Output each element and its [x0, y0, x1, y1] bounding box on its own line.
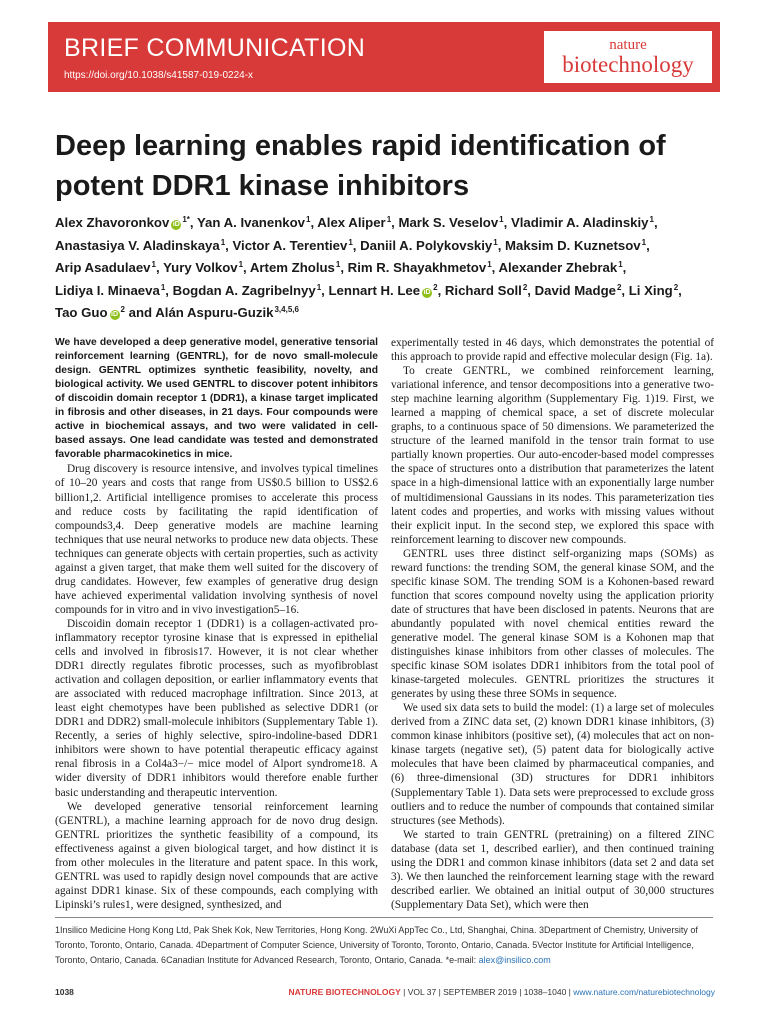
affiliation-marker: 1 — [649, 215, 654, 224]
author-name — [535, 283, 622, 298]
section-banner — [48, 22, 720, 92]
affiliation-marker: 2 — [616, 282, 622, 292]
author-name — [163, 260, 243, 275]
author-name — [360, 238, 498, 253]
author-name-text: Alex Aliper — [317, 215, 386, 230]
author-name — [505, 238, 646, 253]
author-name — [250, 260, 340, 275]
author-name-text: Richard Soll — [444, 282, 522, 298]
paragraph: experimentally tested in 46 days, which demonstrates the potential of this approach to provide rapid and effective molecular design (Fig. 1a). — [391, 337, 714, 364]
footer-url[interactable]: www.nature.com/naturebiotechnology — [573, 987, 715, 997]
left-column — [55, 336, 378, 911]
right-column — [391, 336, 714, 911]
author-list: Alex Zhavoronkov $iD^{1*}$, Yan A. Ivanenkov$^1$, Alex Aliper$^1$, Mark S. Veselov$^1$, Vladimir A. Aladinskiy$^1$, Anastasiya V. Aladinskaya$^1$, Victor A. Terentiev$^1$, Daniil A. Polykovskiy$^1$, Maksim D. Kuznetsov$^1$, Arip Asadulaev$^1$, Yury Volkov$^1$, Artem Zholus$^1$, Rim R. Shayakhmetov$^1$, Alexander Zhebrak$^1$, Lidiya I. Minaeva$^1$, Bogdan A. Zagribelnyy$^1$, Lennart H. Lee $iD^2$, Richard Soll$^2$, David Madge$^2$, Li Xing$^2$, Tao Guo $iD^2$ and Alán Aspuru-Guzik$^{3,4,5,6}$ — [55, 215, 682, 320]
paragraph: We used six data sets to build the model: (1) a large set of molecules derived from a ZINC data set, (2) known DDR1 kinase inhibitors, (3) common kinase inhibitors (positive set), (4) molecules that act on non-kinase targets (negative set), (5) patent data for biologically active molecules that have been claimed by pharmaceutical companies, and (6) three-dimensional (3D) structures for DDR1 inhibitors (Supplementary Table 1). Data sets were preprocessed to exclude gross outliers and to reduce the number of compounds that contained similar structures (see Methods). — [391, 702, 714, 827]
author-name — [55, 238, 225, 253]
orcid-icon[interactable]: iD — [423, 288, 431, 296]
footer-citation — [289, 987, 715, 997]
affiliations-text: 1Insilico Medicine Hong Kong Ltd, Pak Shek Kok, New Territories, Hong Kong. 2WuXi AppTec Co., Ltd, Shanghai, China. 3Department of Chemistry, University of Toronto, Toronto, Ontario, Canada. 4Department of Computer Science, University of Toronto, Toronto, Ontario, Canada. 5Vector Institute for Artificial Intelligence, Toronto, Ontario, Canada. 6Canadian Institute for Advanced Research, Toronto, Ontario, Canada. *e-mail: — [55, 925, 698, 965]
author-name-text: Lennart H. Lee — [328, 282, 421, 298]
journal-logo-line1: nature — [609, 37, 647, 53]
author-name — [232, 238, 352, 253]
section-label: BRIEF COMMUNICATION — [64, 34, 366, 62]
affiliation-marker: 1 — [348, 237, 353, 247]
affiliation-marker: 1 — [305, 215, 311, 224]
paragraph: We developed generative tensorial reinforcement learning (GENTRL), a machine learning approach for de novo drug design. GENTRL prioritizes the synthetic feasibility of a compound, its effectiveness against a given biological target, and how distinct it is from other molecules in the literature and patent space. In this work, GENTRL was used to rapidly design novel compounds that are active against DDR1 kinase. Six of these compounds, each complying with Lipinski’s rules1, were designed, synthesized, and — [55, 800, 378, 911]
author-name — [317, 215, 391, 230]
affiliation-marker: 1 — [220, 237, 226, 247]
orcid-icon[interactable]: iD — [172, 221, 180, 228]
affiliation-marker: 1 — [316, 282, 322, 292]
author-name-text: Lidiya I. Minaeva — [55, 282, 160, 298]
author-name-text: Vladimir A. Aladinskiy — [510, 215, 649, 230]
author-name-text: Maksim D. Kuznetsov — [505, 237, 641, 253]
affiliation-marker: 2 — [673, 282, 679, 292]
page-number: 1038 — [55, 987, 74, 997]
author-name — [55, 260, 156, 275]
affiliation-marker: 1* — [182, 215, 190, 224]
paragraph: To create GENTRL, we combined reinforcement learning, variational inference, and tensor decompositions into a generative two-step machine learning algorithm (Supplementary Fig. 1)19. First, we learned a mapping of chemical space, a set of discrete molecular graphs, to a continuous space of 50 dimensions. We parameterized the structure of the learned manifold in the tensor train format to use partially known properties. Our auto-encoder-based model compresses the space of structures onto a distribution that parameterizes the latent space in a high-dimensional lattice with an exponentially large number of multidimensional Gaussians in its nodes. This parameterization ties latent codes and properties, and works with missing values without their explicit input. In the second step, we explored this space with reinforcement learning to discover new compounds. — [391, 365, 714, 546]
author-name — [511, 215, 654, 230]
paragraph: We started to train GENTRL (pretraining) on a filtered ZINC database (data set 1, described earlier), and then continued training using the DDR1 and common kinase inhibitors (data set 2 and data set 3). We then launched the reinforcement learning stage with the reward described earlier. We obtained an initial output of 30,000 structures (Supplementary Data Set), which were then — [391, 828, 714, 911]
author-name-text: Rim R. Shayakhmetov — [347, 260, 487, 275]
page-footer — [55, 987, 715, 1001]
author-name — [445, 283, 527, 298]
author-name — [329, 283, 438, 298]
doi-link[interactable]: https://doi.org/10.1038/s41587-019-0224-x — [64, 70, 254, 81]
author-name — [155, 305, 299, 320]
article-title: Deep learning enables rapid identification of potent DDR1 kinase inhibitors — [55, 130, 666, 202]
affiliations-footnote — [55, 923, 715, 968]
author-name — [398, 215, 503, 230]
author-name-text: David Madge — [534, 282, 616, 298]
author-name — [348, 260, 492, 275]
author-name — [55, 215, 190, 230]
paragraph: Discoidin domain receptor 1 (DDR1) is a collagen-activated pro-inflammatory receptor tyrosine kinase that is expressed in epithelial cells and involved in fibrosis17. However, it is not clear whether DDR1 directly regulates fibrotic processes, such as myofibroblast activation and collagen deposition, or earlier inflammatory events that are associated with reduced macrophage infiltration. Since 2013, at least eight chemotypes have been published as selective DDR1 (or DDR1 and DDR2) small-molecule inhibitors (Supplementary Table 1). Recently, a series of highly selective, spiro-indoline-based DDR1 inhibitors were shown to have potential therapeutic efficacy against renal fibrosis in a Col4a3−/− mice model of Alport syndrome18. A wider diversity of DDR1 inhibitors would therefore enable further basic understanding and therapeutic intervention. — [55, 617, 378, 799]
footer-journal: NATURE BIOTECHNOLOGY — [288, 987, 401, 997]
author-name-text: Yan A. Ivanenkov — [196, 215, 305, 230]
affiliation-marker: 1 — [386, 215, 392, 224]
author-name-text: Li Xing — [628, 282, 673, 298]
author-name-text: Mark S. Veselov — [398, 215, 499, 230]
affiliation-marker: 2 — [120, 305, 125, 314]
affiliation-marker: 1 — [499, 215, 504, 224]
author-name — [629, 283, 678, 298]
footer-issue: | VOL 37 | SEPTEMBER 2019 | 1038–1040 | — [400, 987, 574, 997]
affiliation-marker: 3,4,5,6 — [274, 305, 299, 314]
author-name-text: Victor A. Terentiev — [232, 237, 348, 253]
journal-logo — [544, 31, 712, 83]
affiliation-marker: 1 — [151, 260, 156, 269]
affiliation-marker: 1 — [493, 237, 498, 247]
contact-email[interactable]: alex@insilico.com — [478, 955, 551, 965]
author-name — [55, 305, 125, 320]
footnote-divider — [55, 917, 713, 918]
author-name-text: Bogdan A. Zagribelnyy — [172, 282, 316, 298]
author-name-text: Alexander Zhebrak — [498, 260, 618, 275]
affiliation-marker: 1 — [641, 237, 647, 247]
author-name-text: Alex Zhavoronkov — [55, 215, 170, 230]
author-name-text: Daniil A. Polykovskiy — [360, 237, 493, 253]
journal-logo-line2: biotechnology — [562, 52, 694, 77]
affiliation-marker: 2 — [522, 282, 528, 292]
affiliation-marker: 1 — [335, 260, 341, 269]
author-name-text: Anastasiya V. Aladinskaya — [55, 237, 220, 253]
author-name — [197, 215, 310, 230]
author-name — [55, 283, 165, 298]
author-name-text: Tao Guo — [55, 305, 108, 320]
paragraph: GENTRL uses three distinct self-organizing maps (SOMs) as reward functions: the trending SOM, the general kinase SOM, and the specific kinase SOM. The trending SOM is a Kohonen-based reward function that scores compound novelty using the application priority date of structures that have been disclosed in patents. Neurons that are abundantly populated with novel chemical entities reward the generative model. The general kinase SOM is a Kohonen map that distinguishes kinase inhibitors from other classes of molecules. The specific kinase SOM isolates DDR1 inhibitors from the total pool of kinase-targeted molecules. GENTRL prioritizes the structures it generates by using these three SOMs in sequence. — [391, 547, 714, 701]
affiliation-marker: 1 — [160, 282, 166, 292]
author-name-text: Alán Aspuru-Guzik — [155, 305, 274, 320]
author-name-text: Arip Asadulaev — [55, 260, 151, 275]
abstract: We have developed a deep generative model, generative tensorial reinforcement learning (GENTRL), for de novo small-molecule design. GENTRL optimizes synthetic feasibility, novelty, and biological activity. We used GENTRL to discover potent inhibitors of discoidin domain receptor 1 (DDR1), a kinase target implicated in fibrosis and other diseases, in 21 days. Four compounds were active in biochemical assays, and two were validated in cell-based assays. One lead candidate was tested and demonstrated favorable pharmacokinetics in mice. — [55, 337, 378, 461]
author-name — [173, 283, 322, 298]
paragraph: Drug discovery is resource intensive, and involves typical timelines of 10–20 years and costs that range from US$0.5 billion to US$2.6 billion1,2. Artificial intelligence promises to accelerate this process and reduce costs by facilitating the rapid identification of compounds3,4. Deep generative models are machine learning techniques that use neural networks to produce new data objects. These techniques can generate objects with certain properties, such as activity against a given target, that make them well suited for the discovery of drug candidates. However, few examples of generative drug design have achieved experimental validation involving synthesis of novel compounds for in vitro and in vivo investigation5–16. — [55, 463, 378, 616]
affiliation-marker: 2 — [433, 282, 438, 292]
orcid-icon[interactable]: iD — [111, 311, 118, 318]
author-name — [498, 260, 622, 275]
affiliation-marker: 1 — [487, 260, 492, 269]
author-name-text: Yury Volkov — [163, 260, 238, 275]
affiliation-marker: 1 — [618, 260, 623, 269]
author-name-text: Artem Zholus — [249, 260, 335, 275]
affiliation-marker: 1 — [238, 260, 244, 269]
